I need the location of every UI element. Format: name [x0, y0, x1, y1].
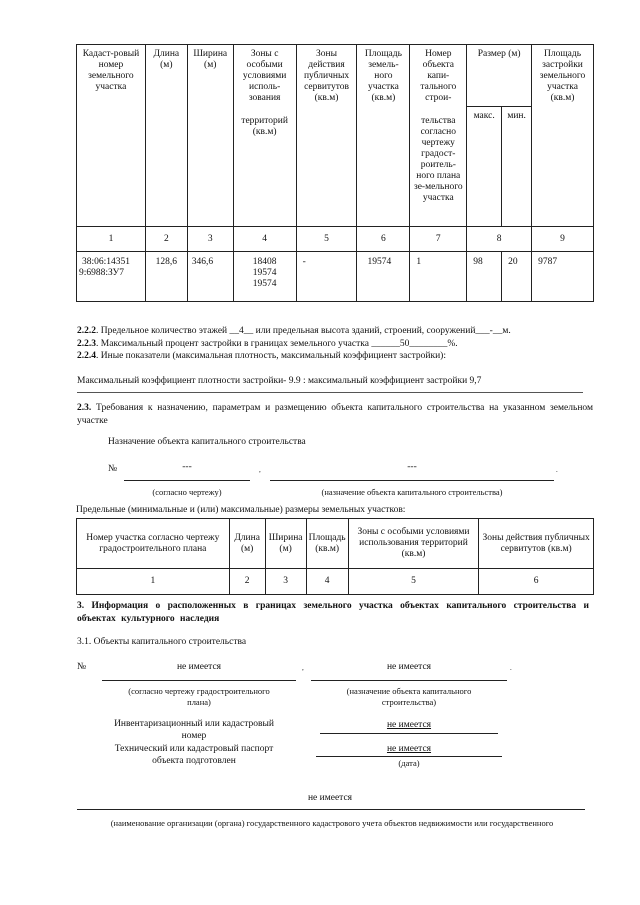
cell-size-max: 98 [467, 252, 502, 302]
object-purpose-value: не имеется [386, 662, 432, 672]
number-sign: № [108, 464, 118, 474]
header-size-min: мин. [502, 107, 532, 227]
column-number: 8 [467, 227, 532, 252]
limits-header-zones-special: Зоны с особыми условиями использования территорий (кв.м) [348, 519, 479, 569]
item-2-2-4 [77, 350, 597, 363]
cell-length: 128,6 [145, 252, 187, 302]
column-number: 6 [479, 569, 594, 595]
limits-title: Предельные (минимальные и (или) максимальные) размеры земельных участков: [76, 505, 406, 515]
org-caption: (наименование организации (органа) государственного кадастрового учета объектов недвижимости или государственного [110, 818, 554, 828]
column-number: 3 [265, 569, 306, 595]
period: . [510, 664, 512, 672]
item-2-2-2 [77, 325, 597, 338]
zones-special-value: 19574 [252, 279, 277, 289]
table-row [77, 252, 594, 302]
limits-table [76, 518, 594, 595]
header-building-area: Площадь застройки земельного участка (кв.м) [532, 45, 594, 227]
zones-special-value: 19574 [252, 268, 277, 278]
limits-header-width: Ширина (м) [265, 519, 306, 569]
section-2-3-title [77, 402, 593, 427]
cell-size-min: 20 [502, 252, 532, 302]
purpose-number-value: --- [182, 462, 192, 472]
header-size-max: макс. [467, 107, 502, 227]
header-object-number-bottom: тельства согласно чертежу градост-роитель-ного плана зе-мельного участка [413, 116, 463, 203]
section-2-2 [77, 325, 597, 363]
passport-date-caption: (дата) [398, 758, 420, 768]
cell-plot-area: 19574 [357, 252, 410, 302]
section-3-1-title: 3.1. Объекты капитального строительства [77, 637, 247, 647]
limits-header-length: Длина (м) [229, 519, 265, 569]
header-object-number [410, 45, 467, 227]
purpose-caption: (назначение объекта капитального строительства) [321, 487, 503, 497]
header-plot-area: Площадь земель-ного участка (кв.м) [357, 45, 410, 227]
purpose-underline [270, 480, 554, 481]
section-title: Требования к назначению, параметрам и размещению объекта капитального строительства на указанном земельном участке [77, 403, 593, 426]
comma: , [302, 664, 304, 672]
object-number-caption: (согласно чертежу градостроительного плана) [128, 686, 270, 707]
column-number: 5 [296, 227, 357, 252]
cell-building-area: 9787 [532, 252, 594, 302]
passport-label: Технический или кадастровый паспорт объекта подготовлен [114, 744, 274, 766]
cell-zones-servitude: - [296, 252, 357, 302]
inventory-label: Инвентаризационный или кадастровый номер [114, 719, 274, 741]
cell-width: 346,6 [187, 252, 233, 302]
item-number: 2.2.4 [77, 351, 96, 361]
column-number: 2 [145, 227, 187, 252]
section-number: 2.3. [77, 403, 92, 413]
header-size: Размер (м) [467, 45, 532, 107]
density-text: Максимальный коэффициент плотности застройки- 9.9 : максимальный коэффициент застройки 9,7 [77, 376, 482, 386]
header-zones-special-top: Зоны с особыми условиями исполь-зования [242, 49, 287, 103]
object-purpose-underline [311, 680, 507, 681]
inventory-underline [320, 733, 498, 734]
column-number: 4 [306, 569, 348, 595]
limits-header-zones-servitude: Зоны действия публичных сервитутов (кв.м) [479, 519, 594, 569]
purpose-number-caption: (согласно чертежу) [152, 487, 222, 497]
column-number: 4 [233, 227, 296, 252]
org-underline [77, 809, 585, 810]
header-zones-special [233, 45, 296, 227]
comma: , [259, 466, 261, 474]
land-plot-table [76, 44, 594, 302]
purpose-value: --- [407, 462, 417, 472]
column-number: 6 [357, 227, 410, 252]
cadastral-number-line2: 9:6988:ЗУ7 [79, 268, 125, 278]
object-number-underline [102, 680, 296, 681]
header-zones-special-bottom: территорий (кв.м) [241, 116, 288, 137]
limits-header-plot-number: Номер участка согласно чертежу градостроительного плана [77, 519, 230, 569]
density-underline [77, 392, 583, 393]
item-number: 2.2.2 [77, 326, 96, 336]
period: . [556, 466, 558, 474]
purpose-number-underline [124, 480, 250, 481]
item-2-2-3 [77, 338, 597, 351]
zones-special-value: 18408 [252, 257, 277, 267]
limits-column-numbers-row [77, 569, 594, 595]
object-number-value: не имеется [176, 662, 222, 672]
column-number: 1 [77, 569, 230, 595]
item-number: 2.2.3 [77, 338, 96, 349]
cell-zones-special [233, 252, 296, 302]
item-text: . Иные показатели (максимальная плотность, максимальный коэффициент застройки): [96, 351, 446, 361]
column-number: 1 [77, 227, 146, 252]
cadastral-number-line1: 38:06:14351 [82, 257, 131, 267]
column-number: 5 [348, 569, 479, 595]
header-width: Ширина (м) [187, 45, 233, 227]
org-value: не имеется [307, 793, 353, 803]
header-zones-servitude: Зоны действия публичных сервитутов (кв.м) [296, 45, 357, 227]
column-number: 9 [532, 227, 594, 252]
passport-underline [316, 756, 502, 757]
cell-object-number: 1 [410, 252, 467, 302]
item-text: . Предельное количество этажей __4__ или предельная высота зданий, строений, сооружений___-__м. [96, 326, 511, 336]
column-number: 2 [229, 569, 265, 595]
limits-header-area: Площадь (кв.м) [306, 519, 348, 569]
purpose-label: Назначение объекта капитального строительства [108, 437, 306, 447]
item-text: . Максимальный процент застройки в границах земельного участка ______50________%. [96, 338, 458, 349]
column-number: 3 [187, 227, 233, 252]
number-sign: № [77, 662, 87, 672]
header-object-number-top: Номер объекта капи-тального строи- [420, 49, 457, 103]
column-numbers-row [77, 227, 594, 252]
cell-cadastral-number [77, 252, 146, 302]
column-number: 7 [410, 227, 467, 252]
header-cadastral-number: Кадаст-ровый номер земельного участка [77, 45, 146, 227]
section-3-title: 3. Информация о расположенных в границах земельного участка объектах капитального строительства и объектах культурного наследия [77, 601, 589, 624]
header-length: Длина (м) [145, 45, 187, 227]
object-purpose-caption: (назначение объекта капитального строительства) [346, 686, 472, 707]
inventory-value: не имеется [386, 720, 432, 730]
passport-value: не имеется [386, 744, 432, 754]
